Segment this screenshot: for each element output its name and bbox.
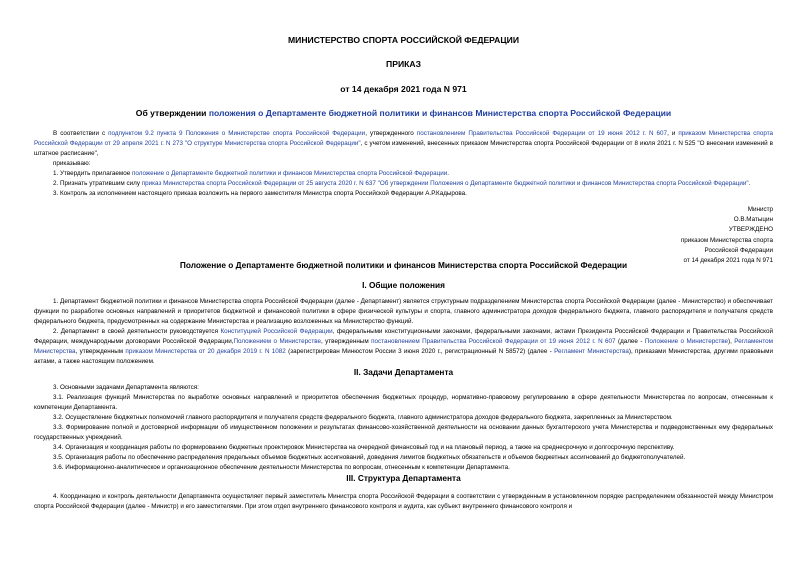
section-2-title: II. Задачи Департамента bbox=[353, 367, 454, 378]
regulation-point-3-3: 3.3. Формирование полной и достоверной информации об имущественном положении и результатах финансово-хозяйственной деятельности на основании данных бухгалтерского учета Министерства и подведомственных ему федеральных государственных учреждений. bbox=[34, 424, 773, 442]
order-item-1-link[interactable]: положение о Департаменте бюджетной политики и финансов Министерства спорта Российской Федерации bbox=[131, 170, 448, 177]
regulation-point-1: 1. Департамент бюджетной политики и финансов Министерства спорта Российской Федерации (далее - Департамент) является структурным подразделением Министерства спорта Российской Федерации (далее - Министерство) и обеспечивает функции по разработке основных направлений и приоритетов бюджетной и финансовой политики в сфере физической культуры и спорта, главного администратора доходов федерального бюджета, главного распорядителя и получателя средств федерального бюджета, предусмотренных на содержание Министерства и реализацию возложенных на Министерство функций. bbox=[34, 298, 773, 326]
approved-label: УТВЕРЖДЕНО bbox=[728, 226, 773, 234]
point-2-link-rules-short[interactable]: Регламент Министерства bbox=[554, 348, 629, 356]
approved-date: от 14 декабря 2021 года N 971 bbox=[683, 257, 773, 265]
point-2-text-7: (зарегистрирован Минюстом России 3 июня 2020 г., регистрационный N 58572) (далее - bbox=[285, 348, 555, 356]
point-2-text-6: , утвержденным bbox=[75, 348, 126, 356]
point-2-link-rules[interactable]: Регламентом Министерства bbox=[34, 338, 773, 356]
preamble-text-2: , утвержденного bbox=[365, 130, 417, 137]
preamble-link-subpoint[interactable]: подпунктом 9.2 пункта 9 Положения о Министерстве спорта Российской Федерации bbox=[108, 130, 366, 137]
order-item-2-text: 2. Признать утратившим силу bbox=[53, 180, 142, 187]
preamble-text-1: В соответствии с bbox=[53, 130, 109, 137]
order-item-1-end: . bbox=[447, 170, 449, 177]
regulation-point-2 bbox=[34, 327, 773, 367]
regulation-point-3-1: 3.1. Реализация функций Министерства по выработке основных направлений и приоритетов обеспечения бюджетных процедур, нормативно-правовому регулированию в сфере деятельности Министерства по вопросам, отнесенным к компетенции Департамента. bbox=[34, 394, 773, 412]
point-2-text-5: ), bbox=[728, 338, 735, 346]
ministry-heading: МИНИСТЕРСТВО СПОРТА РОССИЙСКОЙ ФЕДЕРАЦИИ bbox=[287, 35, 519, 45]
point-2-text-4: (далее - bbox=[615, 338, 645, 346]
order-date-number: от 14 декабря 2021 года N 971 bbox=[340, 84, 467, 94]
preamble-text-3: , и bbox=[667, 130, 679, 137]
point-2-link-order[interactable]: приказом Министерства от 20 декабря 2019 г. N 1082 bbox=[125, 348, 286, 356]
preamble-link-order[interactable]: приказом Министерства спорта Российской Федерации от 29 апреля 2021 г. N 273 "О структуре Министерства спорта Российской Федерации" bbox=[34, 130, 774, 147]
regulation-point-3-4: 3.4. Организация и координация работы по формированию бюджетных проектировок Министерства на очередной финансовый год и на плановый период, а также на среднесрочную и долгосрочную перспективу. bbox=[53, 444, 675, 452]
regulation-point-3-2: 3.2. Осуществление бюджетных полномочий главного распорядителя и получателя средств федерального бюджета, главного администратора доходов федерального бюджета, закрепленных за Министерством. bbox=[53, 414, 673, 422]
regulation-title: Положение о Департаменте бюджетной политики и финансов Министерства спорта Российской Федерации bbox=[179, 260, 628, 271]
order-item-2-end: . bbox=[748, 180, 751, 187]
approved-federation: Российской Федерации bbox=[704, 246, 773, 254]
regulation-point-3: 3. Основными задачами Департамента являются: bbox=[53, 384, 199, 392]
point-2-link-constitution[interactable]: Конституцией Российской Федерации bbox=[220, 328, 333, 336]
order-title bbox=[34, 108, 773, 119]
preamble-link-resolution[interactable]: постановлением Правительства Российской Федерации от 19 июня 2012 г. N 607 bbox=[416, 130, 668, 137]
order-item-2 bbox=[34, 179, 773, 189]
section-3-title: III. Структура Департамента bbox=[346, 473, 461, 484]
point-2-text-1: 2. Департамент в своей деятельности руководствуется bbox=[53, 328, 221, 336]
regulation-point-3-6: 3.6. Информационно-аналитическое и организационное обеспечение деятельности Министерства по вопросам, отнесенным к компетенции Департамента. bbox=[53, 464, 510, 472]
order-title-link[interactable]: положения о Департаменте бюджетной политики и финансов Министерства спорта Российской Федерации bbox=[208, 108, 672, 118]
preamble-text-4: , с учетом изменений, внесенных приказом Министерства спорта Российской Федерации от 8 июля 2021 г. N 525 "О внесении изменений в штатное расписание", bbox=[34, 140, 773, 157]
regulation-point-4: 4. Координацию и контроль деятельности Департамента осуществляет первый заместитель Министра спорта Российской Федерации в соответствии с утвержденным в установленном порядке распределением обязанностей между Министром спорта Российской Федерации (далее - Министр) и его заместителями. При этом отдел внутреннего финансового контроля и аудита, как субъект внутреннего финансового контроля и bbox=[34, 493, 773, 511]
point-2-link-resolution[interactable]: постановлением Правительства Российской Федерации от 19 июня 2012 г. N 607 bbox=[371, 338, 616, 346]
order-title-prefix: Об утверждении bbox=[135, 108, 209, 118]
approved-by-order: приказом Министерства спорта bbox=[680, 236, 773, 244]
point-2-text-8: ), приказами Министерства, другими правовыми актами, а также настоящим положением. bbox=[34, 348, 774, 366]
order-item-1 bbox=[34, 169, 773, 179]
signature-position: Министр bbox=[747, 206, 773, 213]
signature-name: О.В.Матыцин bbox=[733, 216, 773, 224]
order-item-3: 3. Контроль за исполнением настоящего приказа возложить на первого заместителя Министра спорта Российской Федерации А.Р.Кадырова. bbox=[53, 190, 467, 197]
point-2-link-regulation[interactable]: Положением о Министерстве bbox=[233, 338, 321, 346]
point-2-text-2: , федеральными конституционными законами, федеральными законами, актами Президента Российской Федерации и Правительства Российской Федерации, международными договорами Российской Федерации, bbox=[34, 328, 773, 346]
signature-block bbox=[34, 205, 773, 266]
section-1-title: I. Общие положения bbox=[362, 280, 445, 291]
regulation-point-3-5: 3.5. Организация работы по обеспечению распределения предельных объемов бюджетных ассигнований, доведения лимитов бюджетных обязательств и объемов бюджетных ассигнований до бюджетополучателей. bbox=[53, 454, 686, 462]
point-2-link-regulation-short[interactable]: Положение о Министерстве bbox=[644, 338, 729, 346]
preamble bbox=[34, 129, 773, 159]
document-type: ПРИКАЗ bbox=[386, 59, 421, 69]
order-item-1-text: 1. Утвердить прилагаемое bbox=[53, 170, 132, 177]
order-word: приказываю: bbox=[53, 160, 91, 167]
point-2-text-3: , утвержденным bbox=[320, 338, 372, 346]
order-item-2-link[interactable]: приказ Министерства спорта Российской Федерации от 25 августа 2020 г. N 637 "Об утверждении Положения о Департаменте бюджетной политики и финансов Министерства спорта Российской Федерации" bbox=[141, 180, 749, 187]
